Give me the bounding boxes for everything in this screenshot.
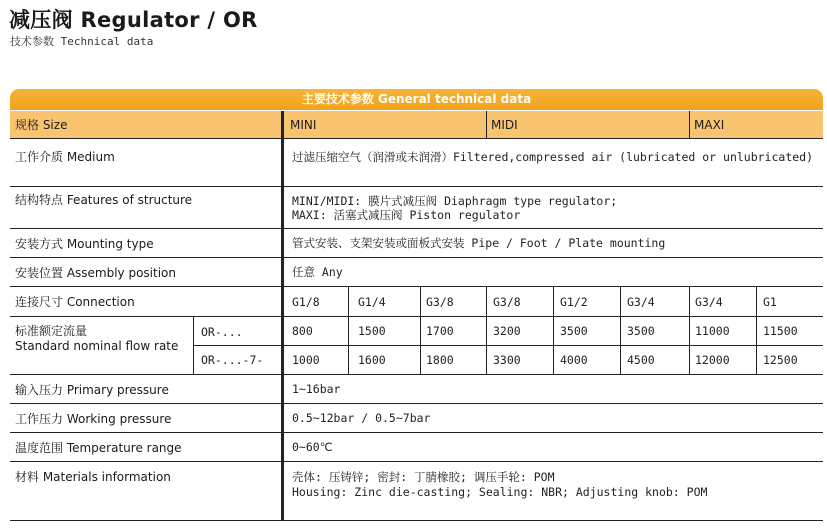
connection-value: G3/8	[426, 295, 454, 309]
flow-label-cn: 标准额定流量	[15, 324, 88, 338]
connection-value: G3/8	[493, 295, 521, 309]
materials-label: 材料 Materials information	[15, 470, 171, 484]
flow-value: 3500	[627, 324, 655, 338]
row-rule	[10, 228, 823, 229]
connection-value: G3/4	[695, 295, 723, 309]
row-rule	[193, 345, 823, 346]
materials-line-2: Housing: Zinc die-casting; Sealing: NBR; Adjusting knob: POM	[292, 485, 708, 499]
row-rule	[10, 257, 823, 258]
page-title: 减压阀 Regulator / OR	[9, 8, 258, 32]
flow-value: 12500	[763, 353, 798, 367]
temperature-label: 温度范围 Temperature range	[15, 441, 182, 455]
medium-value: 过滤压缩空气（润滑或未润滑）Filtered,compressed air (lubricated or unlubricated)	[292, 150, 814, 164]
structure-line-2: MAXI: 活塞式减压阀 Piston regulator	[292, 208, 521, 222]
flow-value: 1000	[292, 353, 320, 367]
structure-line-1: MINI/MIDI: 膜片式减压阀 Diaphragm type regulator;	[292, 194, 618, 208]
header-divider-midi	[486, 111, 487, 138]
temperature-value: 0~60℃	[292, 440, 333, 454]
row-rule	[10, 461, 823, 462]
flow-value: 1800	[426, 353, 454, 367]
size-header-label: 规格 Size	[15, 118, 68, 132]
row-rule	[10, 186, 823, 187]
page-subtitle: 技术参数 Technical data	[10, 35, 154, 48]
row-rule	[10, 374, 823, 375]
working-pressure-value: 0.5~12bar / 0.5~7bar	[292, 411, 431, 425]
mounting-value: 管式安装、支架安装或面板式安装 Pipe / Foot / Plate mounting	[292, 236, 666, 250]
medium-label: 工作介质 Medium	[15, 150, 115, 164]
connection-label: 连接尺寸 Connection	[15, 295, 135, 309]
mounting-label: 安装方式 Mounting type	[15, 237, 154, 251]
connection-value: G1/2	[560, 295, 588, 309]
flow-value: 3200	[493, 324, 521, 338]
grid-divider	[689, 286, 690, 374]
connection-value: G1/4	[358, 295, 386, 309]
table-banner: 主要技术参数 General technical data	[10, 89, 823, 110]
flow-value: 1600	[358, 353, 386, 367]
structure-label: 结构特点 Features of structure	[15, 193, 193, 207]
flow-value: 1700	[426, 324, 454, 338]
flow-sub-divider	[193, 316, 194, 374]
flow-value: 11500	[763, 324, 798, 338]
size-header-maxi: MAXI	[694, 118, 725, 132]
row-rule	[10, 520, 823, 521]
working-pressure-label: 工作压力 Working pressure	[15, 412, 172, 426]
row-rule	[10, 316, 823, 317]
assembly-value: 任意 Any	[292, 265, 343, 279]
flow-value: 4500	[627, 353, 655, 367]
flow-value: 1500	[358, 324, 386, 338]
flow-value: 3300	[493, 353, 521, 367]
connection-value: G1	[763, 295, 777, 309]
grid-divider	[420, 286, 421, 374]
size-header-midi: MIDI	[491, 118, 518, 132]
grid-divider	[486, 286, 487, 374]
connection-value: G3/4	[627, 295, 655, 309]
row-rule	[10, 432, 823, 433]
flow-label-en: Standard nominal flow rate	[15, 339, 179, 353]
size-header-mini: MINI	[290, 118, 317, 132]
flow-sub-label-2: OR-...-7-	[201, 353, 264, 367]
row-rule	[10, 403, 823, 404]
grid-divider	[348, 286, 349, 374]
connection-value: G1/8	[292, 295, 320, 309]
primary-pressure-value: 1~16bar	[292, 382, 341, 396]
materials-line-1: 壳体: 压铸锌; 密封: 丁腈橡胶; 调压手轮: POM	[292, 470, 555, 484]
flow-sub-label-1: OR-...	[201, 325, 243, 339]
flow-value: 12000	[695, 353, 730, 367]
primary-pressure-label: 输入压力 Primary pressure	[15, 383, 169, 397]
flow-value: 800	[292, 324, 313, 338]
grid-divider	[620, 286, 621, 374]
flow-value: 3500	[560, 324, 588, 338]
row-rule	[10, 286, 823, 287]
header-divider-maxi	[689, 111, 690, 138]
grid-divider	[756, 286, 757, 374]
grid-divider	[553, 286, 554, 374]
assembly-label: 安装位置 Assembly position	[15, 266, 176, 280]
flow-value: 11000	[695, 324, 730, 338]
flow-value: 4000	[560, 353, 588, 367]
